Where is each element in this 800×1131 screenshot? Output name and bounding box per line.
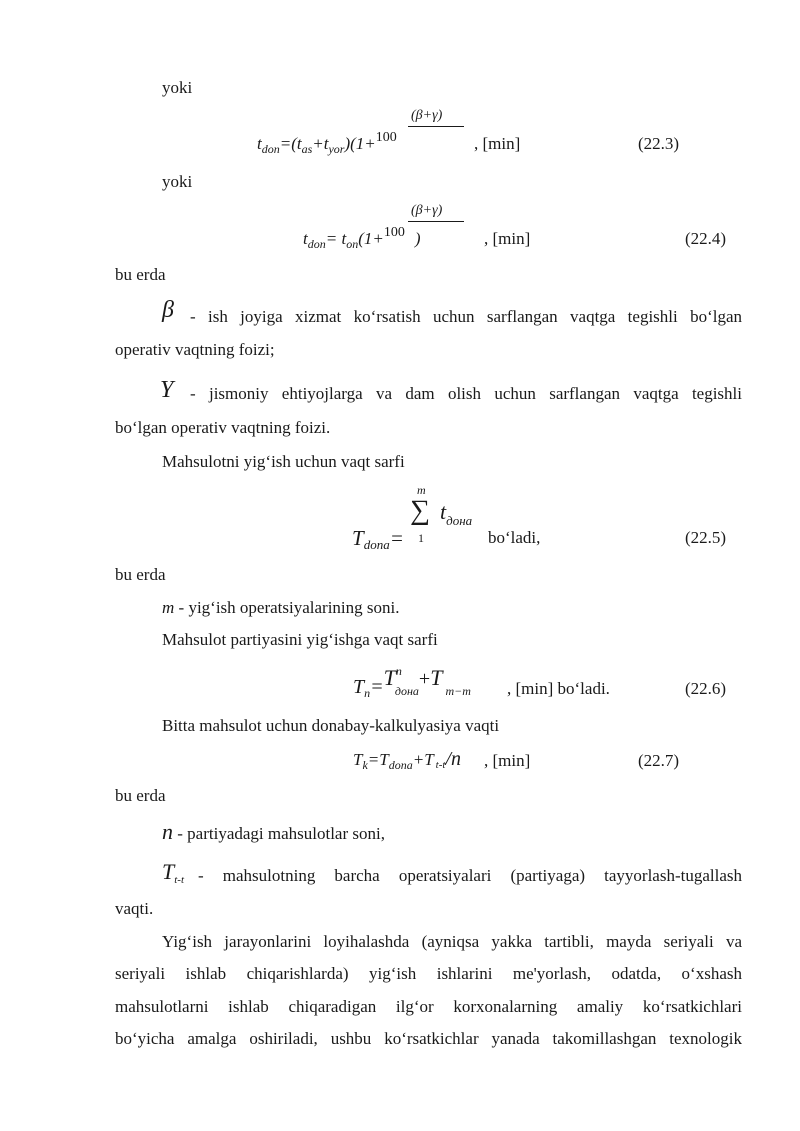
gamma-symbol: Y [160,377,174,403]
equation-number: (22.4) [685,229,727,248]
paragraph-line2: seriyali ishlab chiqarishlarda) yigʻish ishlarini me'yorlash, odatda, oʻxshash [115,964,742,983]
equation-number: (22.6) [685,679,727,698]
fraction-bar [408,126,464,127]
equation-number: (22.5) [685,528,727,547]
text-bu-erda-3: bu erda [115,786,166,805]
equation-unit: , [min] [474,134,521,153]
paragraph-line1: Yigʻish jarayonlarini loyihalashda (ayniqsa yakka tartibli, mayda seriyali va [162,932,742,951]
gamma-definition-line1: - jismoniy ehtiyojlarga va dam olish uchun sarflangan vaqtga tegishli [190,384,742,403]
beta-definition-line1: - ish joyiga xizmat koʻrsatish uchun sarflangan vaqtga tegishli boʻlgan [190,307,742,326]
sum-lower-limit: 1 [418,531,424,545]
beta-definition-line2: operativ vaqtning foizi; [115,340,275,359]
m-definition: m - yigʻish operatsiyalarining soni. [162,598,400,617]
equation-suffix: , [min] boʻladi. [507,679,610,698]
gamma-definition-line2: boʻlgan operativ vaqtning foizi. [115,418,331,437]
sum-upper-limit: m [417,483,426,497]
ttt-definition-line1: - mahsulotning barcha operatsiyalari (partiyaga) tayyorlash-tugallash [198,866,742,885]
fraction-numerator: (β+γ) [411,203,443,218]
equation-body: $t_{don}=(t_{as}+t_{yor})(1+^{100}$ [257,130,397,156]
equation-lhs: Tdona= [352,526,404,552]
equation-body: $T_n=T^nдона+Tm-m$ [353,664,471,700]
paragraph-line4: boʻyicha amalga oshiriladi, ushbu koʻrsatkichlar yanada takomillashgan texnologik [115,1029,742,1048]
text-yoki-2: yoki [162,172,193,191]
equation-number: (22.3) [638,134,680,153]
sum-sign: ∑ [410,495,430,526]
paragraph-line3: mahsulotlarni ishlab chiqaradigan ilgʻor korxonalarning amaliy koʻrsatkichlari [115,997,742,1016]
ttt-definition-line2: vaqti. [115,899,154,918]
equation-body: $T_k=T_{dona}+T$ t-t/n [353,748,462,772]
beta-symbol: β [162,297,174,323]
text-mahsulot-partiyasini: Mahsulot partiyasini yigʻishga vaqt sarfi [162,630,438,649]
equation-suffix: boʻladi, [488,528,541,547]
ttt-symbol: Tt-t [162,859,185,886]
equation-number: (22.7) [638,751,680,770]
text-bitta-mahsulot: Bitta mahsulot uchun donabay-kalkulyasiya vaqti [162,716,500,735]
fraction-numerator: (β+γ) [411,108,443,123]
n-definition: n - partiyadagi mahsulotlar soni, [162,819,385,844]
sum-term: $t_{дона}$ [440,499,473,528]
equation-unit: , [min] [484,229,531,248]
text-mahsulotni: Mahsulotni yigʻish uchun vaqt sarfi [162,452,405,471]
equation-unit: , [min] [484,751,531,770]
text-yoki-1: yoki [162,78,193,97]
equation-body: $t_{don}= t_{on}(1+^{100}$ ) [303,225,421,251]
text-bu-erda-2: bu erda [115,565,166,584]
text-bu-erda-1: bu erda [115,265,166,284]
fraction-bar [408,221,464,222]
